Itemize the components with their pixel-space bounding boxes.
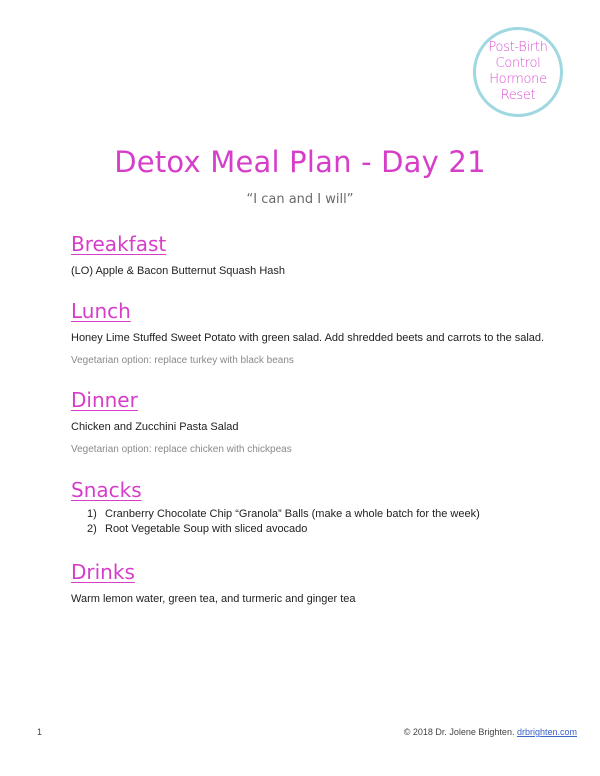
logo-badge <box>473 27 563 117</box>
list-item <box>71 522 571 537</box>
list-item-text: Root Vegetable Soup with sliced avocado <box>105 523 308 535</box>
breakfast-section <box>71 232 571 278</box>
logo-line-2: Control <box>495 56 541 71</box>
breakfast-text: (LO) Apple & Bacon Butternut Squash Hash <box>71 265 286 277</box>
lunch-vegetarian-note: Vegetarian option: replace turkey with black beans <box>71 355 294 366</box>
website-link[interactable]: drbrighten.com <box>516 727 577 737</box>
page-title: Detox Meal Plan - Day 21 <box>114 145 486 179</box>
drinks-heading: Drinks <box>71 560 135 584</box>
dinner-text: Chicken and Zucchini Pasta Salad <box>71 421 239 433</box>
drinks-section <box>71 560 571 606</box>
breakfast-heading: Breakfast <box>71 232 167 256</box>
list-item-number: 1) <box>87 508 97 520</box>
snacks-heading: Snacks <box>71 478 142 502</box>
copyright-text: © 2018 Dr. Jolene Brighten. <box>403 727 515 737</box>
snacks-list <box>71 507 571 537</box>
snacks-section <box>71 478 571 537</box>
logo-line-4: Reset <box>500 88 536 103</box>
list-item <box>71 507 571 522</box>
page-number: 1 <box>37 727 43 737</box>
footer-credit <box>404 727 577 737</box>
dinner-heading: Dinner <box>71 388 138 412</box>
drinks-text: Warm lemon water, green tea, and turmeric and ginger tea <box>71 593 356 605</box>
motto-quote: “I can and I will” <box>246 192 354 207</box>
logo-line-1: Post-Birth <box>488 40 548 55</box>
logo-line-3: Hormone <box>489 72 547 87</box>
list-item-text: Cranberry Chocolate Chip “Granola” Balls (make a whole batch for the week) <box>105 508 480 520</box>
lunch-heading: Lunch <box>71 299 131 323</box>
dinner-section <box>71 388 571 456</box>
lunch-section <box>71 299 571 367</box>
list-item-number: 2) <box>87 523 97 535</box>
dinner-vegetarian-note: Vegetarian option: replace chicken with chickpeas <box>71 444 292 455</box>
lunch-text: Honey Lime Stuffed Sweet Potato with green salad. Add shredded beets and carrots to the salad. <box>71 332 545 344</box>
